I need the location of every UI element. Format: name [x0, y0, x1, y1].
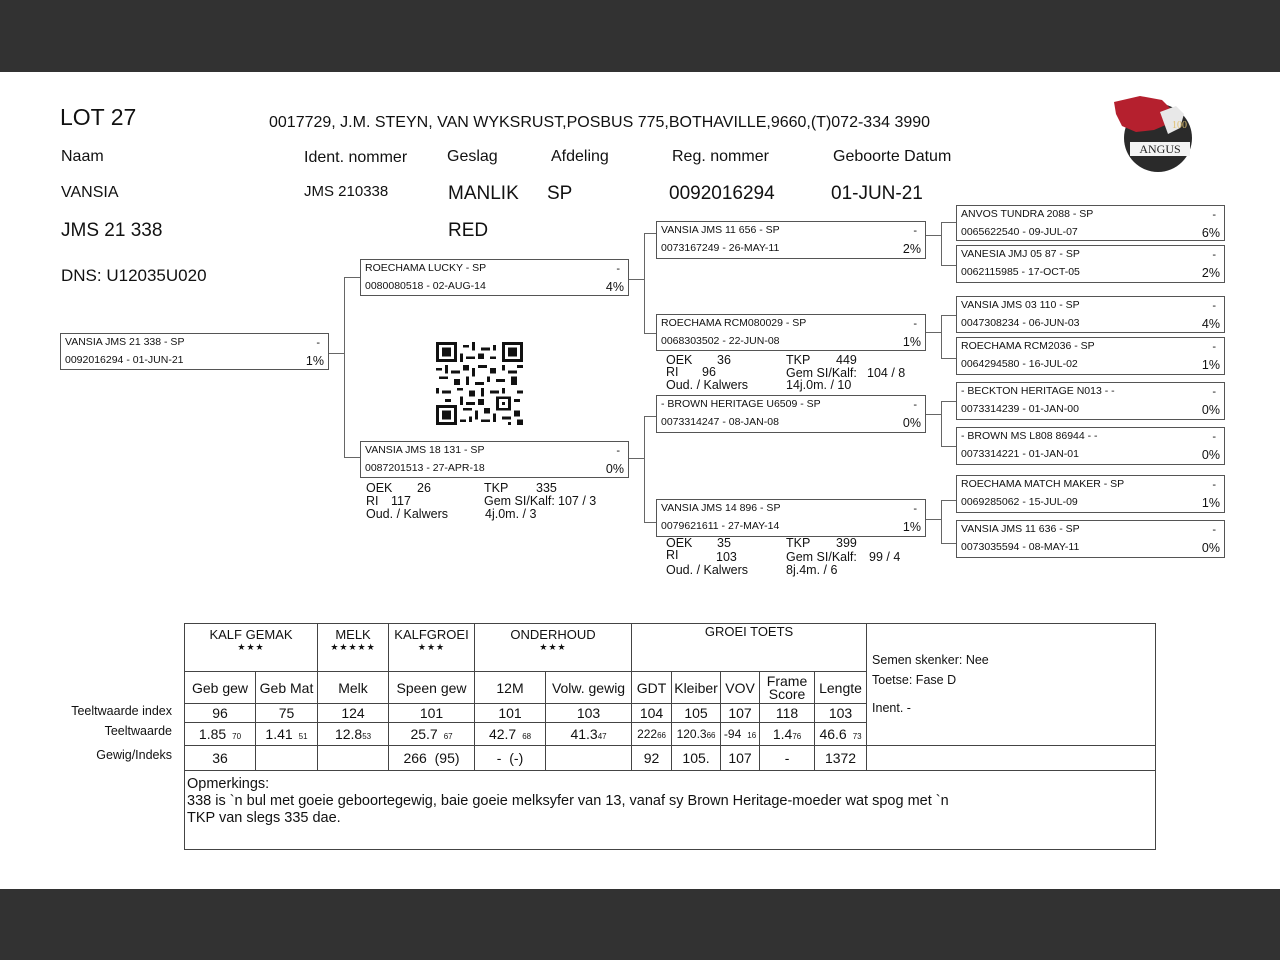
- label-ident: Ident. nommer: [304, 149, 408, 166]
- remarks-label: Opmerkings:: [187, 776, 270, 792]
- sd-oek: 36: [717, 353, 731, 367]
- remarks-line-2: TKP van slegs 335 dae.: [187, 810, 341, 826]
- pedigree-gg-8: VANSIA JMS 11 636 - SP - 0073035594 - 08-MAY-11 0%: [956, 520, 1225, 558]
- row-label-index: Teeltwaarde index: [71, 704, 172, 718]
- label-reg: Reg. nommer: [672, 148, 769, 165]
- pedigree-pct: 1%: [902, 335, 921, 349]
- pedigree-reg: 0079621611 - 27-MAY-14: [661, 520, 780, 532]
- pedigree-gg-7: ROECHAMA MATCH MAKER - SP - 0069285062 - 15-JUL-09 1%: [956, 475, 1225, 513]
- dam-ri: 117: [391, 494, 411, 508]
- dam-oud: 4j.0m. / 3: [485, 507, 537, 521]
- stars-kalfgroei: ★★★: [417, 642, 446, 652]
- semen-donor: Semen skenker: Nee: [872, 653, 989, 667]
- pedigree-gg-5: - BECKTON HERITAGE N013 - - - 0073314239 - 01-JAN-00 0%: [956, 382, 1225, 420]
- pedigree-dam-sire: - BROWN HERITAGE U6509 - SP - 0073314247 - 08-JAN-08 0%: [656, 395, 926, 433]
- pedigree-sire-dam: ROECHAMA RCM080029 - SP - 0068303502 - 22-JUN-08 1%: [656, 314, 926, 351]
- pedigree-pct: 0%: [902, 416, 921, 430]
- column-header-row: Geb gew Geb Mat Melk Speen gew 12M Volw. gewig GDT Kleiber VOV Frame Score Lengte: [185, 672, 1156, 704]
- pedigree-name: VANSIA JMS 11 656 - SP: [661, 224, 780, 236]
- weight-row: 36 266 (95) - (-) 92 105. 107 - 1372: [185, 746, 1156, 771]
- lot-number: LOT 27: [60, 104, 137, 130]
- sd-gem: 104 / 8: [867, 366, 906, 380]
- animal-name: VANSIA: [61, 184, 119, 201]
- angus-logo: [1110, 94, 1196, 172]
- sd-oud: 14j.0m. / 10: [786, 378, 852, 392]
- index-row: 96 75 124 101 101 103 104 105 107 118 103: [185, 704, 1156, 723]
- label-section: Afdeling: [551, 148, 609, 165]
- dd-ri: 103: [716, 550, 737, 564]
- pedigree-reg: 0073314247 - 08-JAN-08: [661, 416, 779, 428]
- group-kalfgroei: KALFGROEI ★★★: [389, 624, 475, 672]
- pedigree-sire-sire: VANSIA JMS 11 656 - SP - 0073167249 - 26-MAY-11 2%: [656, 221, 926, 259]
- row-label-ebv: Teeltwaarde: [104, 724, 172, 738]
- pedigree-name: ROECHAMA RCM080029 - SP: [661, 317, 807, 329]
- dd-gem: 99 / 4: [869, 550, 901, 564]
- animal-colour: RED: [448, 220, 489, 241]
- pedigree-sire: ROECHAMA LUCKY - SP - 0080080518 - 02-AUG-14 4%: [360, 259, 629, 296]
- sd-ri: 96: [702, 365, 716, 379]
- animal-ident: JMS 210338: [304, 183, 389, 200]
- pedigree-pct: 2%: [902, 242, 921, 256]
- sd-tkp: 449: [836, 353, 857, 367]
- pedigree-gg-2: VANESIA JMJ 05 87 - SP - 0062115985 - 17-OCT-05 2%: [956, 245, 1225, 283]
- dd-oek: 35: [717, 536, 731, 550]
- pedigree-pct: 0%: [605, 462, 624, 476]
- stars-melk: ★★★★★: [330, 642, 376, 652]
- logo-text: ANGUS: [1139, 142, 1181, 156]
- pedigree-gg-3: VANSIA JMS 03 110 - SP - 0047308234 - 06-JUN-03 4%: [956, 296, 1225, 333]
- pedigree-pct: 4%: [605, 280, 624, 294]
- group-kalf-gemak: KALF GEMAK ★★★: [185, 624, 318, 672]
- ebv-row: 1.85 70 1.41 51 12.853 25.7 67 42.7 68 41.347 22266 120.366 -94 16 1.476 46.6 73: [185, 723, 1156, 746]
- evaluation-table: [184, 623, 1156, 850]
- group-groei-toets: GROEI TOETS: [632, 624, 867, 672]
- pedigree-dam: VANSIA JMS 18 131 - SP - 0087201513 - 27-APR-18 0%: [360, 441, 629, 478]
- label-name: Naam: [61, 148, 104, 165]
- dam-gem: 107 / 3: [558, 494, 597, 508]
- pedigree-gg-1: ANVOS TUNDRA 2088 - SP - 0065622540 - 09-JUL-07 6%: [956, 205, 1225, 241]
- label-sex: Geslag: [447, 148, 498, 165]
- stars-onderhoud: ★★★: [539, 642, 567, 652]
- pedigree-reg: 0080080518 - 02-AUG-14: [365, 280, 486, 292]
- animal-dob: 01-JUN-21: [831, 183, 923, 204]
- group-melk: MELK ★★★★★: [318, 624, 389, 672]
- pedigree-reg: 0068303502 - 22-JUN-08: [661, 335, 780, 347]
- pedigree-name: VANSIA JMS 14 896 - SP: [661, 502, 781, 514]
- owner-details: 0017729, J.M. STEYN, VAN WYKSRUST,POSBUS 775,BOTHAVILLE,9660,(T)072-334 3990: [269, 114, 931, 131]
- dd-oud: 8j.4m. / 6: [786, 563, 838, 577]
- remarks-row: [185, 771, 1156, 850]
- animal-name-2: JMS 21 338: [61, 220, 163, 241]
- pedigree-gg-4: ROECHAMA RCM2036 - SP - 0064294580 - 16-JUL-02 1%: [956, 337, 1225, 375]
- qr-code[interactable]: [436, 342, 523, 425]
- logo-number: 100: [1172, 120, 1187, 131]
- stars-kalf-gemak: ★★★: [237, 642, 265, 652]
- catalogue-page: LOT 27 0017729, J.M. STEYN, VAN WYKSRUST,POSBUS 775,BOTHAVILLE,9660,(T)072-334 3990 Naam Ident. nommer Geslag Afdeling Reg. nommer Geboorte Datum VANSIA JMS 210338 MANLIK SP 0092016294 01-JUN-21 JMS 21 338 RED DNS: U12035U020 ANGUS 100 VANSIA JMS 21 338 - SP - 0092016294 - 01-JUN-21 1% ROECHAMA LUCKY - SP - 0080080518 - 02-AUG-14 4% VANSIA JMS 18 131 - SP - 0087201513 - 27-APR-18 0% VANSIA JMS 11 656 - SP - 0073167249 - 26-MAY-11 2% ROECHAMA RCM080029 - SP - 0068303502 - 22-JUN-08 1% - BROWN HERITAGE U6509 - SP - 0073314247 - 08-JAN-08 0% VANSIA JMS 14 896 - SP - 0079621611 - 27-MAY-14 1% ANVOS TUNDRA 2088 - SP - 0065622540 - 09-JUL-07 6% VANESIA JMJ 05 87 - SP - 0062115985 - 17-OCT-05 2% VANSIA JMS 03 110 - SP - 0047308234 - 06-JUN-03 4% ROECHAMA RCM2036 - SP - 0064294580 - 16-JUL-02 1% - BECKTON HERITAGE N013 - - - 0073314239 - 01-JAN-00 0% - BROWN MS L808 86944 - - - 0073314221 - 01-JAN-01 0% ROECHAMA MATCH MAKER - SP - 0069285062 - 15-JUL-09 1% VANSIA JMS 11 636 - SP - 0073035594 - 08-MAY-11 0% OEK 36 TKP 449 RI 96 Gem SI/Kalf: 104 / 8 Oud. / Kalwers 14j.0m. / 10 OEK 26 TKP 335 RI 117 Gem SI/Kalf: 107 / 3 Oud. / Kalwers 4j.0m. / 3 OEK 35 TKP 399 RI 103 Gem SI/Kalf: 99 / 4 Oud. / Kalwers 8j.4m. / 6 Teeltwaarde index Teeltwaarde Gewig/Indeks KALF GEMAK ★★★ MELK ★★★★★ KALFGROEI ★★★ ONDERHOUD ★★★ GROEI TOETS Semen skenker: Nee Toetse: Fase D Inent. - Geb gew Geb Mat Melk Speen gew 12M Volw. gewig GDT Kleiber VOV Frame Score Lengte 96 75 124 101 101 103 104 105 107 118 103 1.85 70 1.41 51 12.853 25.7 67 42.7 68 41.347 22266 120.366 -94 16 1.476 46.6 73 36 266 (95) - (-) 92 105. 107 - 1372 Opmerkings: 338 is `n bul met goeie geboortegewig, baie goeie melksyfer van 13, vanaf sy Brown Heritage-moeder wat spog met `n TKP van slegs 335 dae.: [0, 72, 1280, 889]
- pedigree-reg: 0087201513 - 27-APR-18: [365, 462, 485, 474]
- pedigree-gg-6: - BROWN MS L808 86944 - - - 0073314221 - 01-JAN-01 0%: [956, 427, 1225, 465]
- dd-tkp: 399: [836, 536, 857, 550]
- row-label-weight: Gewig/Indeks: [96, 748, 172, 762]
- pedigree-pct: 1%: [305, 354, 324, 368]
- dam-oek: 26: [417, 481, 431, 495]
- side-info: [867, 624, 1156, 746]
- animal-sex: MANLIK: [448, 183, 519, 204]
- animal-section: SP: [547, 183, 573, 204]
- pedigree-reg: 0073167249 - 26-MAY-11: [661, 242, 780, 254]
- pedigree-name: ROECHAMA LUCKY - SP: [365, 262, 487, 274]
- label-dob: Geboorte Datum: [833, 148, 952, 165]
- dns-number: DNS: U12035U020: [61, 266, 207, 285]
- animal-reg: 0092016294: [669, 183, 775, 204]
- pedigree-name: VANSIA JMS 21 338 - SP: [65, 336, 185, 348]
- pedigree-dam-dam: VANSIA JMS 14 896 - SP - 0079621611 - 27-MAY-14 1%: [656, 499, 926, 537]
- pedigree-pct: 1%: [902, 520, 921, 534]
- group-onderhoud: ONDERHOUD ★★★: [475, 624, 632, 672]
- dam-tkp: 335: [536, 481, 557, 495]
- pedigree-name: - BROWN HERITAGE U6509 - SP: [661, 398, 821, 410]
- pedigree-name: VANSIA JMS 18 131 - SP: [365, 444, 485, 456]
- test-phase: Toetse: Fase D: [872, 673, 957, 687]
- pedigree-reg: 0092016294 - 01-JUN-21: [65, 354, 184, 366]
- bottom-frame-bar: [0, 889, 1280, 960]
- pedigree-animal: VANSIA JMS 21 338 - SP - 0092016294 - 01-JUN-21 1%: [60, 333, 329, 370]
- inoculation: Inent. -: [872, 701, 911, 715]
- remarks-line-1: 338 is `n bul met goeie geboortegewig, baie goeie melksyfer van 13, vanaf sy Brown Heritage-moeder wat spog met `n: [187, 793, 949, 809]
- top-frame-bar: [0, 0, 1280, 72]
